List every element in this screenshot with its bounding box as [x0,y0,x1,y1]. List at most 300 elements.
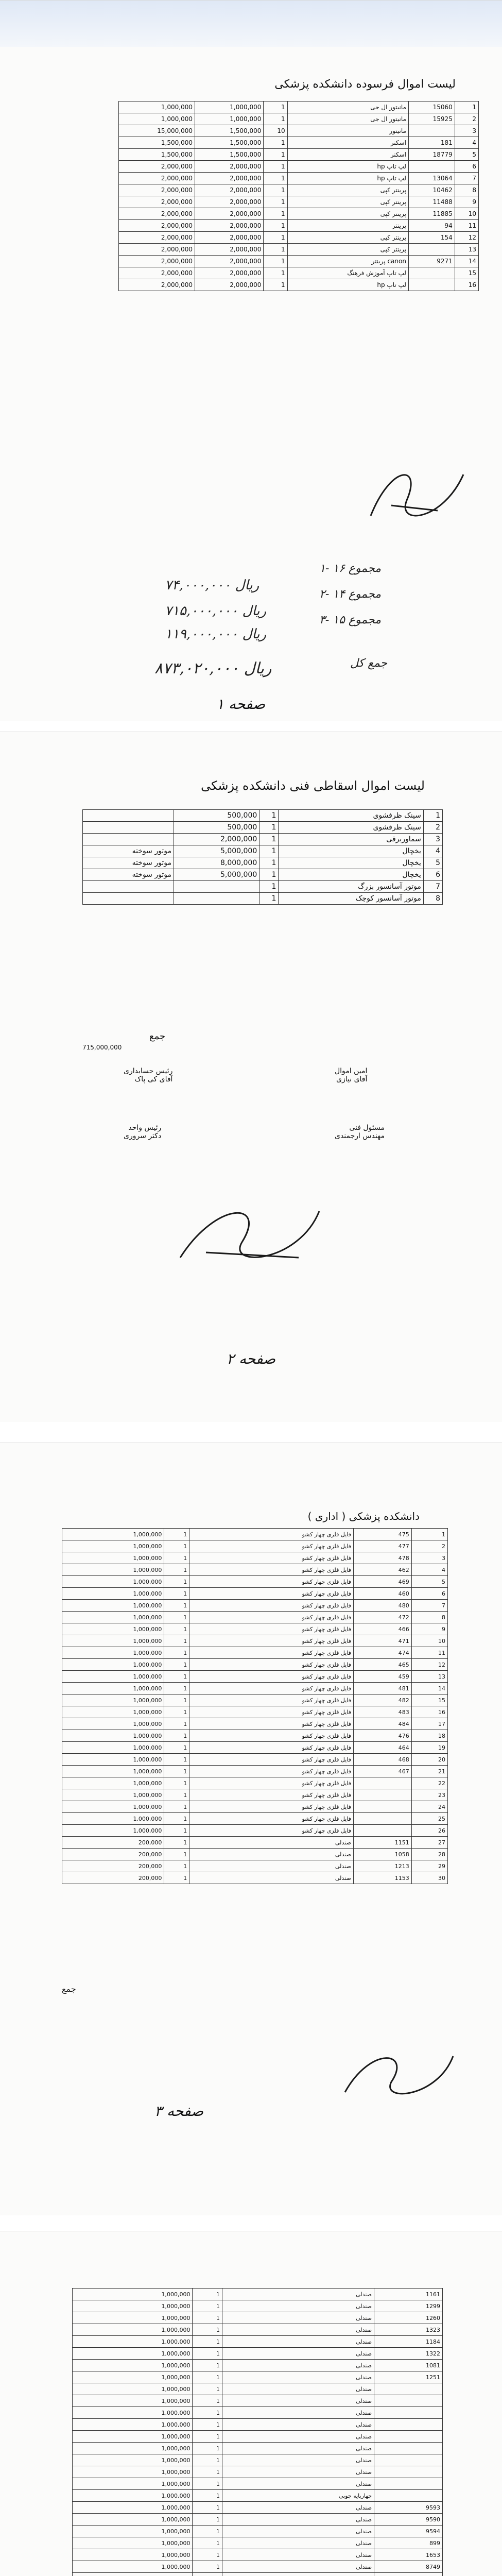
cell-price: 1,000,000 [195,101,263,113]
cell-name: پرینتر کپی [287,244,408,256]
cell-n: 10 [455,208,478,220]
cell-total: 1,500,000 [119,149,195,161]
cell-price: 2,000,000 [195,220,263,232]
cell-code: 480 [353,1600,411,1612]
cell-price: 8,000,000 [174,857,259,869]
cell-name: صندلی [189,1872,354,1884]
table-row [62,1849,448,1860]
page-3-sum-label: جمع [62,1984,76,1994]
table-row [73,2336,443,2348]
cell-code: 11488 [408,196,455,208]
signatory-name: آقای نیازی [336,1075,368,1083]
cell-price: 1,000,000 [73,2502,193,2514]
cell-price: 2,000,000 [174,834,259,845]
cell-price: 1,000,000 [62,1600,164,1612]
cell-n: 16 [455,279,478,291]
cell-qty: 1 [193,2383,222,2395]
cell-price: 1,000,000 [62,1730,164,1742]
cell-name: فایل فلزی چهار کشو [189,1635,354,1647]
cell-name: فایل فلزی چهار کشو [189,1801,354,1813]
table-row [62,1552,448,1564]
cell-total: 2,000,000 [119,256,195,267]
cell-price: 1,000,000 [73,2419,193,2431]
table-row [73,2383,443,2395]
cell-qty: 1 [193,2537,222,2549]
cell-code: 10462 [408,184,455,196]
cell-price: 1,000,000 [62,1552,164,1564]
cell-price: 2,000,000 [195,267,263,279]
cell-n: 14 [411,1683,447,1694]
cell-price: 1,000,000 [73,2395,193,2407]
table-row [73,2360,443,2371]
page-2-title: لیست اموال اسقاطی فنی دانشکده پزشکی [201,778,425,793]
cell-price: 1,000,000 [73,2348,193,2360]
cell-n: 5 [411,1576,447,1588]
cell-n: 12 [411,1659,447,1671]
table-row [62,1694,448,1706]
cell-total: 1,500,000 [119,137,195,149]
cell-name: صندلی [222,2478,374,2490]
cell-qty: 1 [193,2561,222,2573]
cell-n: 11 [411,1647,447,1659]
cell-name: صندلی [189,1837,354,1849]
cell-code: 478 [353,1552,411,1564]
cell-name: صندلی [222,2549,374,2561]
cell-price: 1,000,000 [73,2490,193,2502]
cell-code: 459 [353,1671,411,1683]
cell-price: 1,000,000 [62,1718,164,1730]
cell-price: 1,000,000 [73,2466,193,2478]
hand-total-1: ۷۴,۰۰۰,۰۰۰ ریال [165,578,259,593]
cell-qty: 1 [164,1860,189,1872]
cell-code [374,2431,443,2443]
cell-price: 1,000,000 [62,1694,164,1706]
cell-name: پرینتر کپی [287,208,408,220]
table-row [73,2514,443,2526]
cell-code [374,2466,443,2478]
table-row [73,2443,443,2454]
cell-qty: 1 [164,1683,189,1694]
cell-qty: 1 [164,1801,189,1813]
cell-n: 23 [411,1789,447,1801]
table-row [119,184,479,196]
cell-price: 1,000,000 [73,2312,193,2324]
cell-n: 4 [411,1564,447,1576]
cell-price: 2,000,000 [195,256,263,267]
cell-code: 481 [353,1683,411,1694]
cell-name: پرینتر کپی [287,196,408,208]
cell-qty: 1 [164,1849,189,1860]
cell-code: 18779 [408,149,455,161]
cell-price: 2,000,000 [195,208,263,220]
table-row [73,2454,443,2466]
cell-qty: 1 [264,137,287,149]
table-row [83,893,443,905]
cell-code [408,161,455,173]
signature [335,2036,463,2113]
cell-note [83,822,174,834]
cell-code: 1153 [353,1872,411,1884]
cell-name: فایل فلزی چهار کشو [189,1659,354,1671]
cell-n: 1 [411,1529,447,1540]
cell-n: 15 [411,1694,447,1706]
table-row [119,244,479,256]
cell-name: صندلی [222,2336,374,2348]
cell-qty: 1 [264,184,287,196]
cell-note [83,834,174,845]
table-row [62,1588,448,1600]
cell-name: صندلی [222,2443,374,2454]
table-row [73,2478,443,2490]
cell-name: فایل فلزی چهار کشو [189,1825,354,1837]
cell-price [174,881,259,893]
table-row [73,2371,443,2383]
cell-total: 2,000,000 [119,208,195,220]
cell-price: 1,500,000 [195,137,263,149]
table-row [73,2407,443,2419]
cell-price: 1,000,000 [62,1813,164,1825]
cell-code: 899 [374,2537,443,2549]
cell-code [374,2407,443,2419]
cell-note: موتور سوخته [83,845,174,857]
cell-price: 1,000,000 [73,2289,193,2300]
table-row [83,845,443,857]
cell-price [73,2573,193,2576]
cell-n: 30 [411,1872,447,1884]
cell-price: 1,000,000 [62,1789,164,1801]
cell-code: 483 [353,1706,411,1718]
table-row [73,2537,443,2549]
table-row [73,2466,443,2478]
cell-total: 2,000,000 [119,244,195,256]
signatory-role: مسئول فنی [349,1124,385,1132]
table-row [62,1789,448,1801]
cell-price: 5,000,000 [174,845,259,857]
table-row [83,822,443,834]
cell-name [222,2573,374,2576]
cell-price: 1,000,000 [62,1777,164,1789]
page-3-title: دانشکده پزشکی ( اداری ) [307,1510,420,1522]
cell-code: 464 [353,1742,411,1754]
cell-name: فایل فلزی چهار کشو [189,1742,354,1754]
cell-name: صندلی [222,2466,374,2478]
cell-name: اسکنر [287,137,408,149]
cell-price: 1,000,000 [62,1754,164,1766]
cell-qty: 1 [193,2360,222,2371]
signature [165,1180,330,1283]
table-row [119,232,479,244]
cell-price: 1,000,000 [62,1683,164,1694]
cell-code: 471 [353,1635,411,1647]
cell-code: 13064 [408,173,455,184]
cell-qty: 1 [164,1754,189,1766]
table-row [119,125,479,137]
cell-name: پرینتر [287,220,408,232]
cell-name: فایل فلزی چهار کشو [189,1706,354,1718]
cell-code [353,1789,411,1801]
cell-name: صندلی [222,2348,374,2360]
cell-n: 3 [455,125,478,137]
table-row [119,279,479,291]
cell-price: 1,000,000 [73,2549,193,2561]
cell-n: 29 [411,1860,447,1872]
cell-n: 6 [423,869,442,881]
cell-name: سینک ظرفشوی [279,810,423,822]
cell-code [408,125,455,137]
cell-qty: 1 [164,1647,189,1659]
cell-code: 1251 [374,2371,443,2383]
cell-code [374,2454,443,2466]
table-row [83,834,443,845]
cell-qty: 1 [164,1671,189,1683]
cell-price [174,893,259,905]
cell-total: 2,000,000 [119,196,195,208]
cell-qty: 1 [264,208,287,220]
cell-qty: 1 [193,2502,222,2514]
cell-code: 1081 [374,2360,443,2371]
cell-name: یخچال [279,845,423,857]
cell-code: 154 [408,232,455,244]
cell-total: 1,000,000 [119,113,195,125]
cell-price: 1,500,000 [195,125,263,137]
cell-name: صندلی [222,2526,374,2537]
document-page-3 [0,1443,502,2215]
cell-qty: 1 [193,2324,222,2336]
cell-price: 200,000 [62,1837,164,1849]
cell-name: صندلی [222,2300,374,2312]
cell-code: 1299 [374,2300,443,2312]
cell-qty: 1 [193,2348,222,2360]
table-row [119,208,479,220]
page-2-sum: 715,000,000 [82,1044,122,1051]
cell-price: 2,000,000 [195,184,263,196]
cell-code: 484 [353,1718,411,1730]
cell-price: 200,000 [62,1872,164,1884]
table-row [62,1730,448,1742]
hand-total-2: ۷۱۵,۰۰۰,۰۰۰ ریال [165,603,267,619]
cell-code [408,267,455,279]
cell-price: 1,000,000 [73,2324,193,2336]
cell-qty: 1 [193,2312,222,2324]
cell-price: 1,000,000 [73,2336,193,2348]
cell-name: سینک ظرفشوی [279,822,423,834]
page-1-table [118,101,479,291]
cell-qty: 1 [164,1576,189,1588]
cell-qty: 1 [193,2395,222,2407]
cell-price: 1,000,000 [73,2371,193,2383]
page-1-label: صفحه ۱ [216,696,265,713]
cell-n: 22 [411,1777,447,1789]
cell-qty: 1 [164,1529,189,1540]
page-3-label: صفحه ۳ [154,2103,203,2120]
cell-n: 6 [411,1588,447,1600]
cell-n: 16 [411,1706,447,1718]
cell-name: صندلی [222,2454,374,2466]
cell-code: 94 [408,220,455,232]
table-row [83,857,443,869]
document-page-4 [0,2231,502,2576]
cell-name: فایل فلزی چهار کشو [189,1552,354,1564]
cell-price: 200,000 [62,1860,164,1872]
cell-note: موتور سوخته [83,857,174,869]
cell-name: یخچال [279,857,423,869]
cell-name: صندلی [222,2360,374,2371]
cell-n: 5 [455,149,478,161]
cell-code: 9271 [408,256,455,267]
cell-qty: 1 [164,1564,189,1576]
signatory [335,1067,367,1083]
cell-name: فایل فلزی چهار کشو [189,1730,354,1742]
cell-qty: 1 [164,1659,189,1671]
cell-price: 500,000 [174,822,259,834]
cell-price: 1,000,000 [62,1635,164,1647]
cell-code: 1653 [374,2549,443,2561]
cell-code: 466 [353,1623,411,1635]
cell-name: پرینتر کپی [287,184,408,196]
cell-name: لپ تاپ hp [287,161,408,173]
cell-n: 26 [411,1825,447,1837]
cell-n: 8 [455,184,478,196]
cell-price: 1,000,000 [73,2407,193,2419]
cell-n: 9 [411,1623,447,1635]
table-row [62,1825,448,1837]
cell-price: 1,000,000 [62,1742,164,1754]
cell-n: 21 [411,1766,447,1777]
cell-qty: 1 [164,1588,189,1600]
cell-qty: 1 [164,1813,189,1825]
cell-name: اسکنر [287,149,408,161]
cell-name: صندلی [222,2312,374,2324]
cell-code: 477 [353,1540,411,1552]
cell-price: 1,000,000 [62,1623,164,1635]
table-row [119,196,479,208]
cell-price: 5,000,000 [174,869,259,881]
hand-grand-total: ۸۷۳,۰۲۰,۰۰۰ ریال [154,659,272,677]
signatory-name: مهندس ارجمندی [335,1132,385,1140]
cell-qty: 1 [264,256,287,267]
cell-price: 1,000,000 [73,2454,193,2466]
cell-name: فایل فلزی چهار کشو [189,1766,354,1777]
cell-price: 1,000,000 [73,2514,193,2526]
cell-price: 1,000,000 [73,2526,193,2537]
table-row [73,2419,443,2431]
signatory-role: رئیس حسابداری [124,1067,173,1075]
cell-price: 1,000,000 [62,1529,164,1540]
cell-price: 1,000,000 [73,2478,193,2490]
page-3-table [62,1528,448,1884]
signatory [124,1124,161,1140]
cell-name: صندلی [222,2371,374,2383]
cell-price: 1,000,000 [73,2360,193,2371]
cell-qty: 1 [164,1777,189,1789]
table-row [73,2490,443,2502]
cell-qty: 1 [164,1718,189,1730]
cell-code: 15060 [408,101,455,113]
cell-code [374,2383,443,2395]
cell-code: 11885 [408,208,455,220]
cell-name: صندلی [222,2419,374,2431]
cell-code: 8749 [374,2561,443,2573]
cell-code: 482 [353,1694,411,1706]
cell-qty: 1 [264,279,287,291]
table-row [119,149,479,161]
cell-price: 2,000,000 [195,244,263,256]
cell-qty: 1 [193,2526,222,2537]
table-row [73,2549,443,2561]
cell-qty: 1 [264,101,287,113]
cell-name: مانیتور ال جی [287,113,408,125]
signatory-role: امین اموال [335,1067,368,1075]
cell-code: 1213 [353,1860,411,1872]
cell-code: 476 [353,1730,411,1742]
table-row [73,2431,443,2443]
cell-code: 465 [353,1659,411,1671]
cell-qty: 1 [259,834,279,845]
cell-code: 181 [408,137,455,149]
cell-price: 1,000,000 [73,2300,193,2312]
table-row [119,161,479,173]
cell-code: 469 [353,1576,411,1588]
table-row [73,2348,443,2360]
table-row [62,1612,448,1623]
cell-qty: 1 [164,1635,189,1647]
cell-note [83,881,174,893]
cell-qty: 1 [193,2490,222,2502]
cell-code [374,2443,443,2454]
cell-qty: 1 [264,161,287,173]
cell-code [374,2573,443,2576]
table-row [73,2324,443,2336]
cell-name: فایل فلزی چهار کشو [189,1789,354,1801]
cell-n: 3 [411,1552,447,1564]
table-row [119,267,479,279]
table-row [62,1600,448,1612]
cell-price: 1,000,000 [73,2431,193,2443]
cell-n: 1 [455,101,478,113]
cell-n: 8 [411,1612,447,1623]
cell-qty: 1 [193,2431,222,2443]
cell-qty: 1 [193,2454,222,2466]
table-row [62,1837,448,1849]
cell-name: مانیتور ال جی [287,101,408,113]
table-row [62,1766,448,1777]
cell-qty: 1 [193,2549,222,2561]
cell-price: 1,000,000 [73,2443,193,2454]
table-row [119,101,479,113]
cell-code [353,1825,411,1837]
cell-name: صندلی [222,2537,374,2549]
cell-qty: 1 [164,1837,189,1849]
cell-n: 20 [411,1754,447,1766]
table-row [119,137,479,149]
cell-qty: 1 [164,1872,189,1884]
table-row [62,1576,448,1588]
table-row [83,810,443,822]
cell-price: 1,000,000 [62,1576,164,1588]
table-row [62,1872,448,1884]
cell-price: 1,000,000 [62,1612,164,1623]
cell-qty: 1 [264,196,287,208]
cell-code: 468 [353,1754,411,1766]
cell-code [374,2419,443,2431]
table-row [119,256,479,267]
cell-n: 15 [455,267,478,279]
cell-name: فایل فلزی چهار کشو [189,1600,354,1612]
cell-n: 7 [423,881,442,893]
cell-qty: 1 [193,2336,222,2348]
cell-price: 1,000,000 [195,113,263,125]
cell-qty: 1 [259,822,279,834]
